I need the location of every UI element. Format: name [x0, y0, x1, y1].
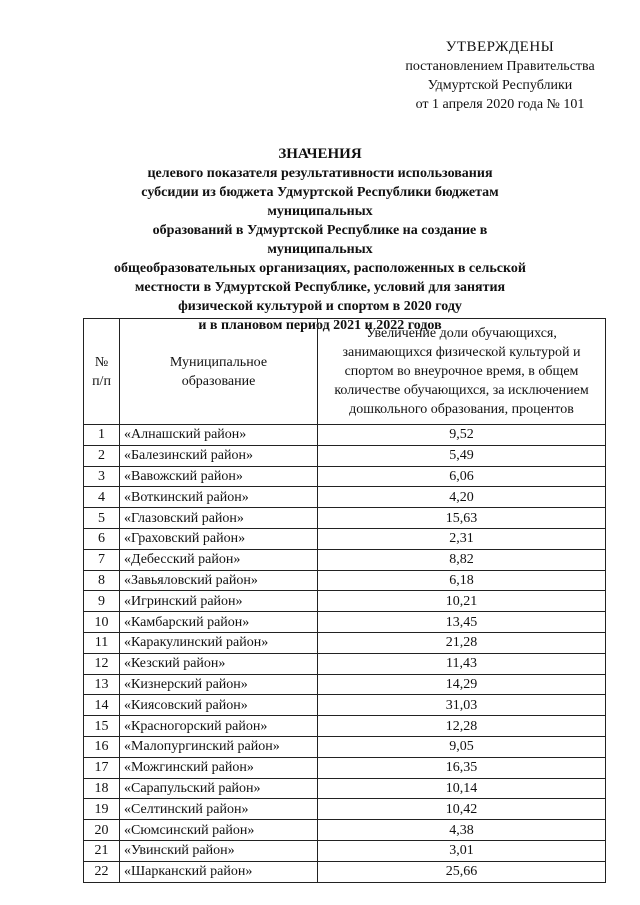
approval-line: от 1 апреля 2020 года № 101 [415, 97, 585, 112]
row-number: 18 [84, 778, 120, 799]
row-municipality: «Сарапульский район» [120, 778, 318, 799]
row-municipality: «Малопургинский район» [120, 736, 318, 757]
row-municipality: «Кезский район» [120, 653, 318, 674]
row-municipality: «Граховский район» [120, 528, 318, 549]
row-value: 14,29 [318, 674, 606, 695]
document-title [100, 145, 540, 335]
row-value: 11,43 [318, 653, 606, 674]
approval-line: Удмуртской Республики [427, 78, 573, 93]
approval-heading: УТВЕРЖДЕНЫ [445, 39, 555, 55]
header-value: Увеличение доли обучающихся, занимающихся физической культурой и спортом во внеурочное время, в общем количестве обучающихся, за исключением дошкольного образования, процентов [318, 319, 606, 425]
table-row [84, 861, 606, 882]
approval-stamp [380, 38, 620, 114]
row-number: 16 [84, 736, 120, 757]
table-row [84, 508, 606, 529]
row-number: 17 [84, 757, 120, 778]
header-municipality: Муниципальное образование [120, 319, 318, 425]
title-line: образований в Удмуртской Республике на создание в муниципальных [152, 223, 488, 257]
row-municipality: «Киясовский район» [120, 695, 318, 716]
table-row [84, 487, 606, 508]
row-municipality: «Можгинский район» [120, 757, 318, 778]
row-value: 21,28 [318, 632, 606, 653]
row-municipality: «Завьяловский район» [120, 570, 318, 591]
row-value: 6,06 [318, 466, 606, 487]
row-value: 12,28 [318, 716, 606, 737]
title-line: и в плановом период 2021 и 2022 годов [198, 318, 442, 333]
table-row [84, 695, 606, 716]
table-row [84, 612, 606, 633]
row-value: 2,31 [318, 528, 606, 549]
table-row [84, 632, 606, 653]
row-municipality: «Алнашский район» [120, 425, 318, 446]
table-row [84, 799, 606, 820]
table-row [84, 840, 606, 861]
table-row [84, 674, 606, 695]
table-row [84, 778, 606, 799]
row-value: 9,52 [318, 425, 606, 446]
row-number: 22 [84, 861, 120, 882]
row-number: 7 [84, 549, 120, 570]
row-value: 4,38 [318, 820, 606, 841]
title-line: субсидии из бюджета Удмуртской Республики бюджетам муниципальных [141, 185, 499, 219]
row-number: 21 [84, 840, 120, 861]
row-municipality: «Каракулинский район» [120, 632, 318, 653]
row-number: 9 [84, 591, 120, 612]
row-value: 16,35 [318, 757, 606, 778]
table-row [84, 653, 606, 674]
row-municipality: «Камбарский район» [120, 612, 318, 633]
row-municipality: «Игринский район» [120, 591, 318, 612]
row-number: 10 [84, 612, 120, 633]
row-value: 10,42 [318, 799, 606, 820]
approval-line: постановлением Правительства [405, 59, 595, 74]
row-value: 10,14 [318, 778, 606, 799]
row-number: 5 [84, 508, 120, 529]
table-row [84, 736, 606, 757]
row-number: 3 [84, 466, 120, 487]
row-municipality: «Увинский район» [120, 840, 318, 861]
row-number: 11 [84, 632, 120, 653]
row-number: 8 [84, 570, 120, 591]
values-table [83, 318, 606, 883]
table-row [84, 549, 606, 570]
table-row [84, 570, 606, 591]
row-number: 15 [84, 716, 120, 737]
row-number: 1 [84, 425, 120, 446]
row-value: 31,03 [318, 695, 606, 716]
row-value: 6,18 [318, 570, 606, 591]
row-municipality: «Вавожский район» [120, 466, 318, 487]
table-row [84, 757, 606, 778]
title-line: местности в Удмуртской Республике, условий для занятия [134, 280, 506, 295]
row-municipality: «Шарканский район» [120, 861, 318, 882]
row-number: 4 [84, 487, 120, 508]
row-municipality: «Воткинский район» [120, 487, 318, 508]
row-value: 9,05 [318, 736, 606, 757]
row-number: 20 [84, 820, 120, 841]
title-line: физической культурой и спортом в 2020 году [178, 299, 462, 314]
table-row [84, 820, 606, 841]
row-number: 19 [84, 799, 120, 820]
table-row [84, 445, 606, 466]
row-value: 25,66 [318, 861, 606, 882]
row-value: 4,20 [318, 487, 606, 508]
row-value: 3,01 [318, 840, 606, 861]
row-number: 2 [84, 445, 120, 466]
row-value: 10,21 [318, 591, 606, 612]
row-number: 12 [84, 653, 120, 674]
row-municipality: «Селтинский район» [120, 799, 318, 820]
row-municipality: «Красногорский район» [120, 716, 318, 737]
row-number: 14 [84, 695, 120, 716]
table-row [84, 716, 606, 737]
row-value: 5,49 [318, 445, 606, 466]
table-row [84, 528, 606, 549]
row-municipality: «Сюмсинский район» [120, 820, 318, 841]
row-municipality: «Кизнерский район» [120, 674, 318, 695]
row-number: 6 [84, 528, 120, 549]
table-row [84, 425, 606, 446]
row-municipality: «Балезинский район» [120, 445, 318, 466]
row-value: 13,45 [318, 612, 606, 633]
row-value: 15,63 [318, 508, 606, 529]
row-value: 8,82 [318, 549, 606, 570]
title-line: целевого показателя результативности использования [147, 166, 493, 181]
title-line: общеобразовательных организациях, расположенных в сельской [114, 261, 526, 276]
table-header-row [84, 319, 606, 425]
header-number: № п/п [84, 319, 120, 425]
title-heading: ЗНАЧЕНИЯ [278, 146, 362, 162]
table-row [84, 466, 606, 487]
row-municipality: «Глазовский район» [120, 508, 318, 529]
row-number: 13 [84, 674, 120, 695]
row-municipality: «Дебесский район» [120, 549, 318, 570]
table-row [84, 591, 606, 612]
